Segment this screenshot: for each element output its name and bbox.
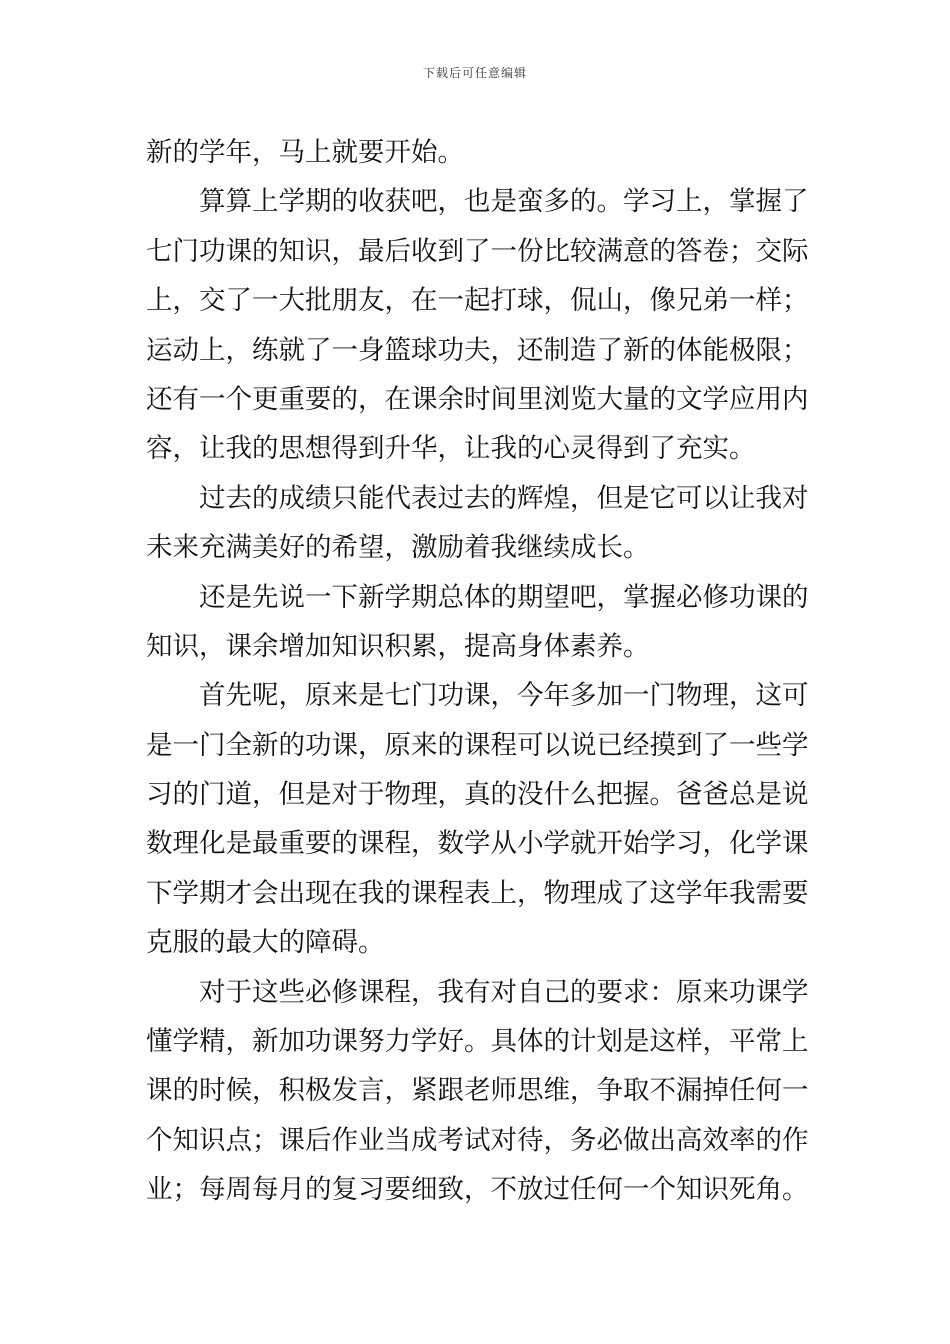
page-header: 下载后可任意编辑 — [422, 66, 527, 80]
text-line: 过去的成绩只能代表过去的辉煌，但是它可以让我对 — [199, 482, 809, 514]
text-line: 课的时候，积极发言，紧跟老师思维，争取不漏掉任何一 — [146, 1075, 809, 1107]
text-line: 懂学精，新加功课努力学好。具体的计划是这样，平常上 — [146, 1026, 809, 1058]
text-line: 对于这些必修课程，我有对自己的要求：原来功课学 — [199, 976, 809, 1008]
body-text — [146, 128, 809, 1215]
text-line: 还是先说一下新学期总体的期望吧，掌握必修功课的 — [199, 581, 809, 613]
text-line: 首先呢，原来是七门功课，今年多加一门物理，这可 — [199, 680, 809, 712]
text-line: 下学期才会出现在我的课程表上，物理成了这学年我需要 — [146, 877, 809, 909]
text-line: 容，让我的思想得到升华，让我的心灵得到了充实。 — [146, 433, 756, 465]
text-line: 习的门道，但是对于物理，真的没什么把握。爸爸总是说 — [146, 779, 809, 811]
text-line: 知识，课余增加知识积累，提高身体素养。 — [146, 630, 650, 662]
text-line: 克服的最大的障碍。 — [146, 927, 385, 959]
text-line: 业；每周每月的复习要细致，不放过任何一个知识死角。 — [146, 1174, 809, 1206]
text-line: 上，交了一大批朋友，在一起打球，侃山，像兄弟一样； — [146, 285, 809, 317]
text-line: 还有一个更重要的，在课余时间里浏览大量的文学应用内 — [146, 383, 809, 415]
text-line: 数理化是最重要的课程，数学从小学就开始学习，化学课 — [146, 828, 809, 860]
text-line: 未来充满美好的希望，激励着我继续成长。 — [146, 532, 650, 564]
text-line: 七门功课的知识，最后收到了一份比较满意的答卷；交际 — [146, 235, 809, 267]
text-line: 是一门全新的功课，原来的课程可以说已经摸到了一些学 — [146, 729, 809, 761]
text-line: 个知识点；课后作业当成考试对待，务必做出高效率的作 — [146, 1124, 809, 1156]
text-line: 新的学年，马上就要开始。 — [146, 137, 464, 168]
text-line: 算算上学期的收获吧，也是蛮多的。学习上，掌握了 — [199, 186, 809, 218]
text-line: 运动上，练就了一身篮球功夫，还制造了新的体能极限； — [146, 334, 809, 366]
